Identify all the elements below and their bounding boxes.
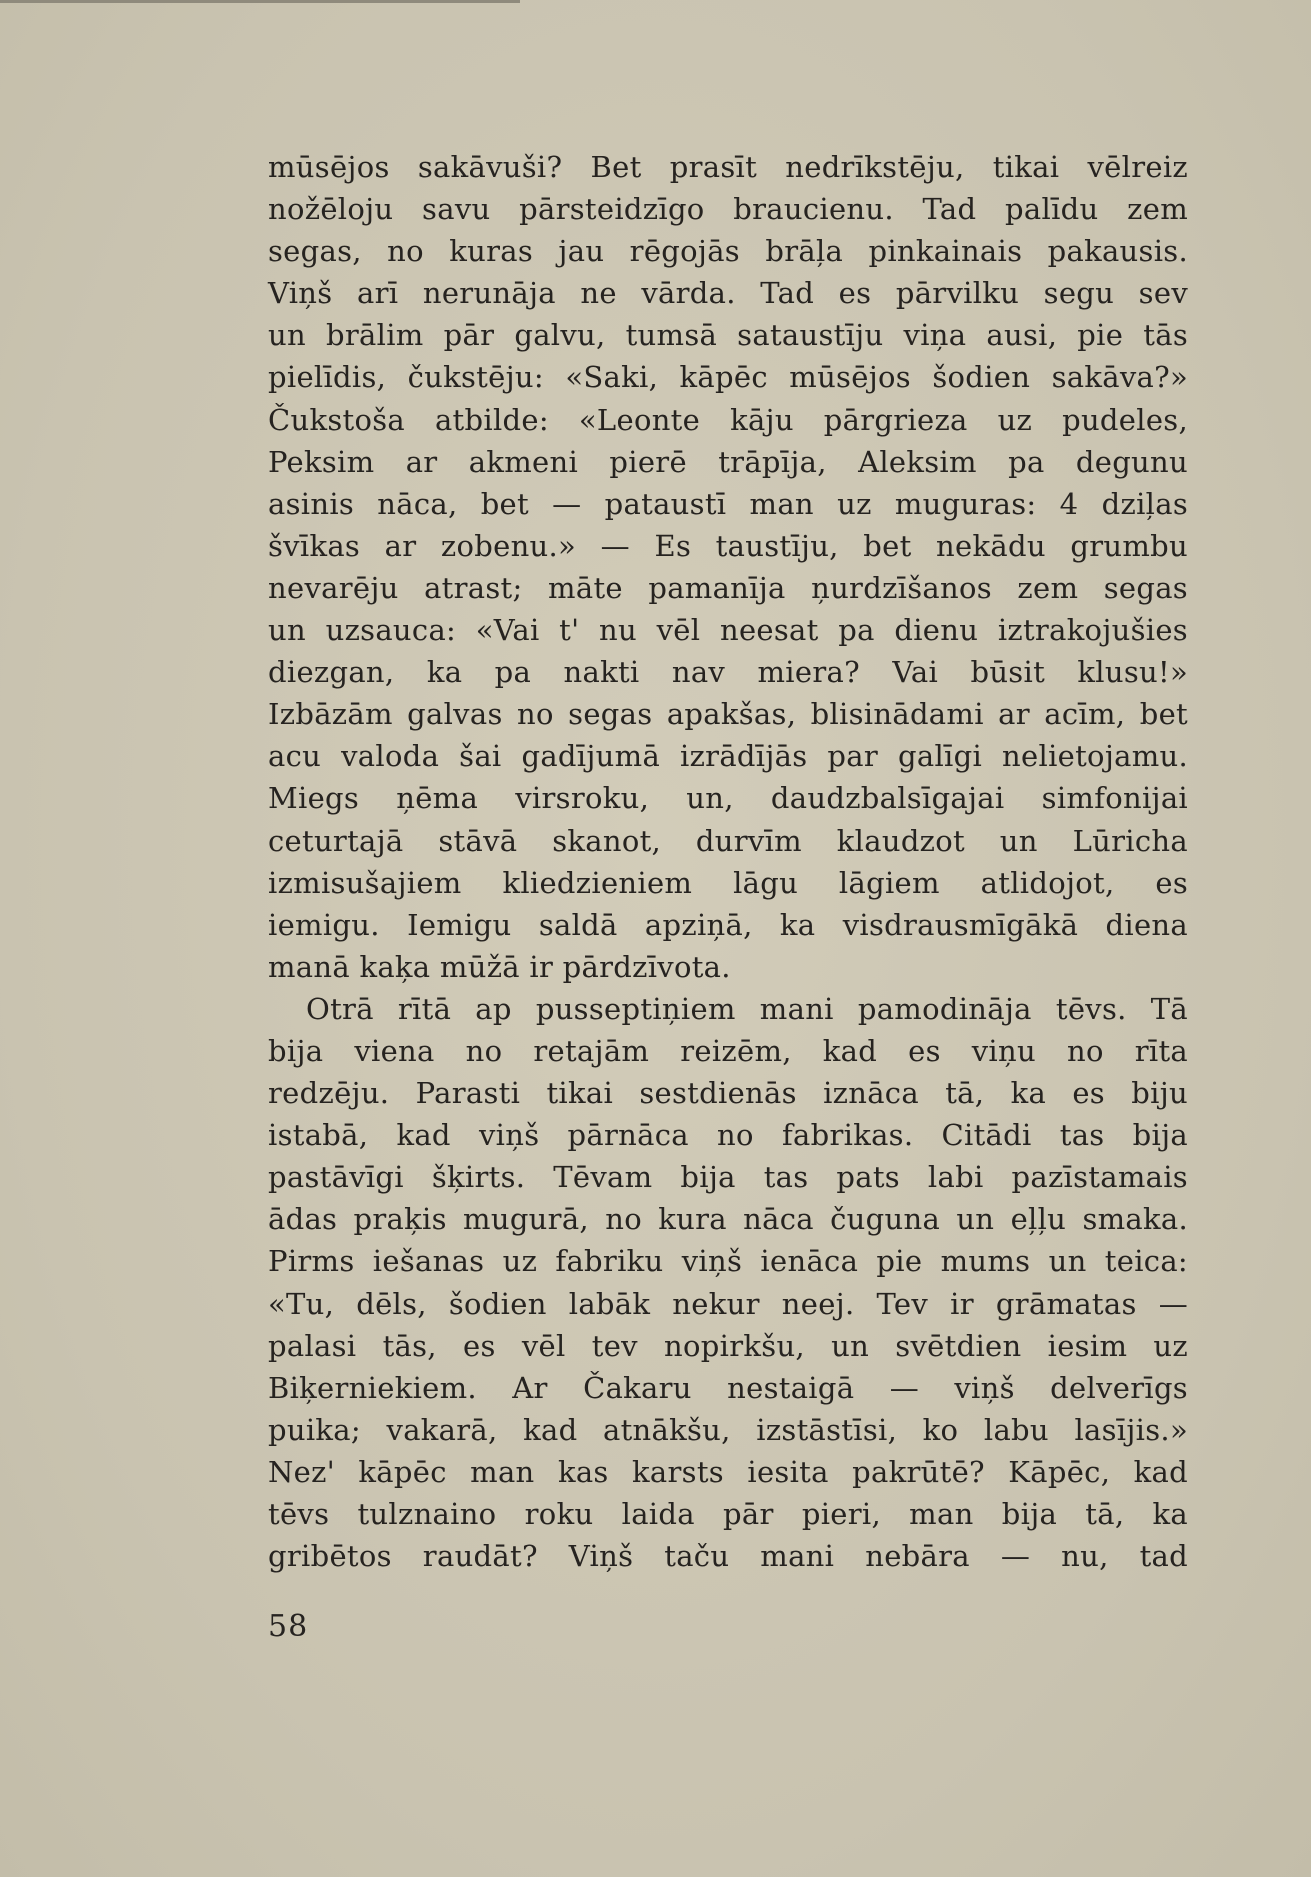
text-line: «Tu, dēls, šodien labāk nekur neej. Tev ir grāmatas — <box>268 1286 1188 1321</box>
text-line: redzēju. Parasti tikai sestdienās iznāca tā, ka es biju <box>268 1076 1188 1111</box>
body-text <box>268 146 1188 1577</box>
text-line: Pirms iešanas uz fabriku viņš ienāca pie mums un teica: <box>268 1244 1188 1279</box>
text-line: Biķerniekiem. Ar Čakaru nestaigā — viņš delverīgs <box>268 1370 1188 1405</box>
text-line: tēvs tulznaino roku laida pār pieri, man bija tā, ka <box>268 1497 1188 1531</box>
text-line: izmisušajiem kliedzieniem lāgu lāgiem atlidojot, es <box>268 865 1188 900</box>
text-line: pastāvīgi šķirts. Tēvam bija tas pats labi pazīstamais <box>268 1160 1188 1195</box>
text-line: palasi tās, es vēl tev nopirkšu, un svētdien iesim uz <box>268 1328 1188 1363</box>
text-line: un brālim pār galvu, tumsā sataustīju viņa ausi, pie tās <box>268 318 1188 353</box>
page-number: 58 <box>268 1609 309 1644</box>
text-line: istabā, kad viņš pārnāca no fabrikas. Citādi tas bija <box>268 1118 1188 1153</box>
text-line: un uzsauca: «Vai t' nu vēl neesat pa dienu iztrakojušies <box>268 613 1188 648</box>
text-line: puika; vakarā, kad atnākšu, izstāstīsi, ko labu lasījis.» <box>268 1412 1188 1447</box>
text-line: mūsējos sakāvuši? Bet prasīt nedrīkstēju, tikai vēlreiz <box>268 150 1188 184</box>
text-line: asinis nāca, bet — pataustī man uz muguras: 4 dziļas <box>268 486 1188 521</box>
text-line: iemigu. Iemigu saldā apziņā, ka visdrausmīgākā diena <box>268 907 1188 942</box>
text-line: gribētos raudāt? Viņš taču mani nebāra — nu, tad <box>268 1539 1188 1574</box>
text-line: ceturtajā stāvā skanot, durvīm klaudzot un Lūricha <box>268 823 1188 858</box>
text-line: švīkas ar zobenu.» — Es taustīju, bet nekādu grumbu <box>268 528 1188 563</box>
text-line: bija viena no retajām reizēm, kad es viņu no rīta <box>268 1033 1188 1068</box>
text-line: acu valoda šai gadījumā izrādījās par galīgi nelietojamu. <box>268 739 1188 774</box>
text-line: Izbāzām galvas no segas apakšas, blisinādami ar acīm, bet <box>268 697 1188 732</box>
text-line: diezgan, ka pa nakti nav miera? Vai būsit klusu!» <box>268 655 1188 690</box>
text-line: nevarēju atrast; māte pamanīja ņurdzīšanos zem segas <box>268 570 1188 605</box>
text-line: segas, no kuras jau rēgojās brāļa pinkainais pakausis. <box>268 234 1188 269</box>
text-line: Čukstoša atbilde: «Leonte kāju pārgrieza uz pudeles, <box>268 402 1188 437</box>
text-line: Viņš arī nerunāja ne vārda. Tad es pārvilku segu sev <box>268 276 1188 311</box>
paragraph-first-line: Otrā rītā ap pusseptiņiem mani pamodināja tēvs. Tā <box>306 991 1188 1026</box>
text-line: nožēloju savu pārsteidzīgo braucienu. Tad palīdu zem <box>268 192 1188 227</box>
paragraph-last-line: manā kaķa mūžā ir pārdzīvota. <box>268 949 731 984</box>
text-line: ādas praķis mugurā, no kura nāca čuguna un eļļu smaka. <box>268 1202 1188 1237</box>
text-line: Peksim ar akmeni pierē trāpīja, Aleksim pa degunu <box>268 444 1188 479</box>
text-line: pielīdis, čukstēju: «Saki, kāpēc mūsējos šodien sakāva?» <box>268 360 1188 395</box>
text-line: Nez' kāpēc man kas karsts iesita pakrūtē? Kāpēc, kad <box>268 1454 1188 1489</box>
top-edge-rule <box>0 0 520 3</box>
text-line: Miegs ņēma virsroku, un, daudzbalsīgajai simfonijai <box>268 781 1188 816</box>
